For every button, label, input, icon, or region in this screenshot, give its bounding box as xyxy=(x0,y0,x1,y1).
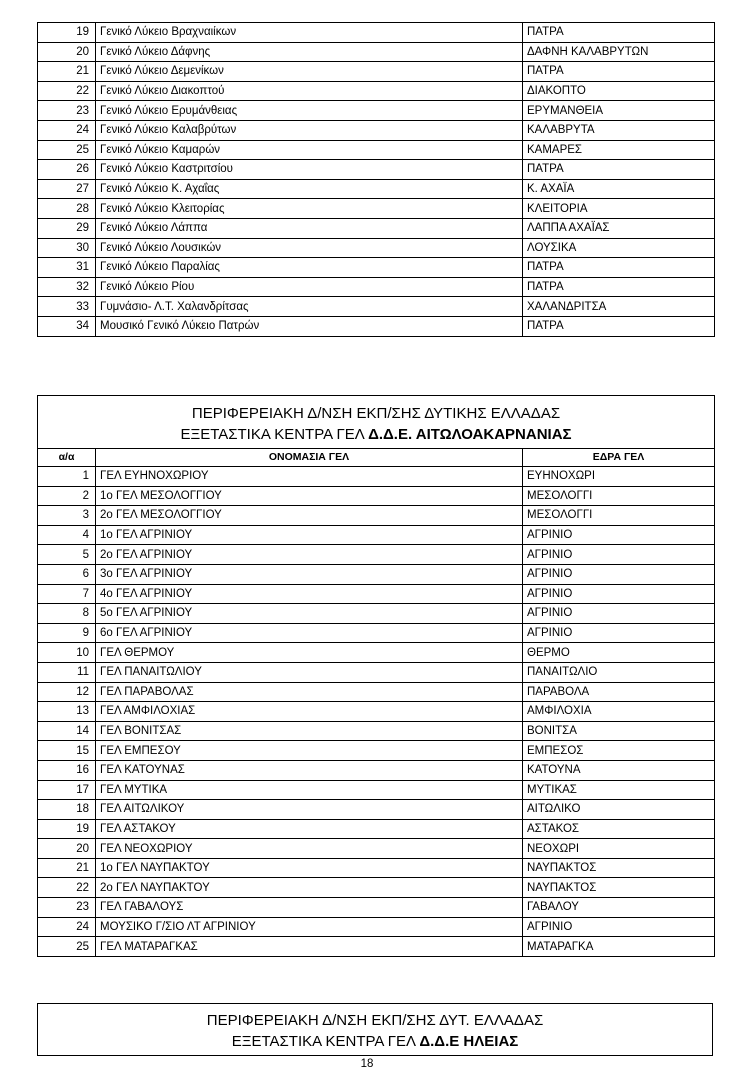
school-seat: ΑΓΡΙΝΙΟ xyxy=(523,604,715,624)
school-seat: ΘΕΡΜΟ xyxy=(523,643,715,663)
table-row xyxy=(38,839,715,859)
school-seat: Κ. ΑΧΑΪΑ xyxy=(523,179,715,199)
school-name: Γενικό Λύκειο Καστριτσίου xyxy=(96,160,523,180)
table-row xyxy=(38,316,715,336)
row-number: 20 xyxy=(38,42,96,62)
table-row xyxy=(38,898,715,918)
school-name: 5ο ΓΕΛ ΑΓΡΙΝΙΟΥ xyxy=(96,604,523,624)
table-row xyxy=(38,506,715,526)
section3-title-line1: ΠΕΡΙΦΕΡΕΙΑΚΗ Δ/ΝΣΗ ΕΚΠ/ΣΗΣ ΔΥΤ. ΕΛΛΑΔΑΣ xyxy=(206,1012,544,1029)
row-number: 21 xyxy=(38,62,96,82)
school-name: ΓΕΛ ΚΑΤΟΥΝΑΣ xyxy=(96,760,523,780)
school-name: Γενικό Λύκειο Κ. Αχαΐας xyxy=(96,179,523,199)
table-row xyxy=(38,917,715,937)
row-number: 5 xyxy=(38,545,96,565)
school-seat: ΑΓΡΙΝΙΟ xyxy=(523,917,715,937)
table2-title-line2-prefix: ΕΞΕΤΑΣΤΙΚΑ ΚΕΝΤΡΑ ΓΕΛ xyxy=(180,426,369,443)
school-seat: ΚΑΤΟΥΝΑ xyxy=(523,760,715,780)
school-name: ΓΕΛ ΜΑΤΑΡΑΓΚΑΣ xyxy=(96,937,523,957)
school-name: 6ο ΓΕΛ ΑΓΡΙΝΙΟΥ xyxy=(96,623,523,643)
table-row xyxy=(38,238,715,258)
school-seat: ΠΑΤΡΑ xyxy=(523,23,715,43)
achaia-schools-table-continued xyxy=(37,22,715,337)
table-row xyxy=(38,258,715,278)
school-name: ΓΕΛ ΑΜΦΙΛΟΧΙΑΣ xyxy=(96,702,523,722)
school-name: ΜΟΥΣΙΚΟ Γ/ΣΙΟ ΛΤ ΑΓΡΙΝΙΟΥ xyxy=(96,917,523,937)
aitoloakarnania-schools-table xyxy=(37,395,715,957)
row-number: 26 xyxy=(38,160,96,180)
table-row xyxy=(38,81,715,101)
row-number: 17 xyxy=(38,780,96,800)
school-name: Γυμνάσιο- Λ.Τ. Χαλανδρίτσας xyxy=(96,297,523,317)
school-name: ΓΕΛ ΑΙΤΩΛΙΚΟΥ xyxy=(96,800,523,820)
table-row xyxy=(38,564,715,584)
school-name: Γενικό Λύκειο Καλαβρύτων xyxy=(96,120,523,140)
table-row xyxy=(38,277,715,297)
table-row xyxy=(38,760,715,780)
school-name: 2ο ΓΕΛ ΑΓΡΙΝΙΟΥ xyxy=(96,545,523,565)
school-name: Γενικό Λύκειο Παραλίας xyxy=(96,258,523,278)
column-header-seat: ΕΔΡΑ ΓΕΛ xyxy=(523,449,715,467)
section3-title-line2-bold: Δ.Δ.Ε ΗΛΕΙΑΣ xyxy=(419,1033,519,1050)
row-number: 29 xyxy=(38,218,96,238)
row-number: 7 xyxy=(38,584,96,604)
table2-title xyxy=(38,396,715,449)
school-seat: ΧΑΛΑΝΔΡΙΤΣΑ xyxy=(523,297,715,317)
school-name: 3ο ΓΕΛ ΑΓΡΙΝΙΟΥ xyxy=(96,564,523,584)
table-row xyxy=(38,643,715,663)
table2-title-line1: ΠΕΡΙΦΕΡΕΙΑΚΗ Δ/ΝΣΗ ΕΚΠ/ΣΗΣ ΔΥΤΙΚΗΣ ΕΛΛΑΔΑΣ xyxy=(191,405,561,422)
school-name: Γενικό Λύκειο Λάππα xyxy=(96,218,523,238)
column-header-name: ΟΝΟΜΑΣΙΑ ΓΕΛ xyxy=(96,449,523,467)
table-row xyxy=(38,702,715,722)
school-seat: ΠΑΤΡΑ xyxy=(523,62,715,82)
table-row xyxy=(38,545,715,565)
school-name: Γενικό Λύκειο Καμαρών xyxy=(96,140,523,160)
school-name: ΓΕΛ ΕΥΗΝΟΧΩΡΙΟΥ xyxy=(96,467,523,487)
table-row xyxy=(38,741,715,761)
row-number: 32 xyxy=(38,277,96,297)
table-row xyxy=(38,179,715,199)
school-seat: ΕΥΗΝΟΧΩΡΙ xyxy=(523,467,715,487)
school-seat: ΛΟΥΣΙΚΑ xyxy=(523,238,715,258)
school-seat: ΜΑΤΑΡΑΓΚΑ xyxy=(523,937,715,957)
school-seat: ΠΑΤΡΑ xyxy=(523,277,715,297)
school-name: ΓΕΛ ΕΜΠΕΣΟΥ xyxy=(96,741,523,761)
school-name: ΓΕΛ ΝΕΟΧΩΡΙΟΥ xyxy=(96,839,523,859)
school-name: 1ο ΓΕΛ ΜΕΣΟΛΟΓΓΙΟΥ xyxy=(96,486,523,506)
row-number: 13 xyxy=(38,702,96,722)
row-number: 8 xyxy=(38,604,96,624)
row-number: 23 xyxy=(38,898,96,918)
row-number: 25 xyxy=(38,140,96,160)
school-name: Γενικό Λύκειο Διακοπτού xyxy=(96,81,523,101)
school-name: ΓΕΛ ΜΥΤΙΚΑ xyxy=(96,780,523,800)
table-row xyxy=(38,858,715,878)
school-seat: ΜΕΣΟΛΟΓΓΙ xyxy=(523,486,715,506)
school-name: Γενικό Λύκειο Βραχναιίκων xyxy=(96,23,523,43)
row-number: 21 xyxy=(38,858,96,878)
school-seat: ΓΑΒΑΛΟΥ xyxy=(523,898,715,918)
row-number: 25 xyxy=(38,937,96,957)
table-row xyxy=(38,140,715,160)
school-seat: ΠΑΤΡΑ xyxy=(523,160,715,180)
school-name: Μουσικό Γενικό Λύκειο Πατρών xyxy=(96,316,523,336)
table-row xyxy=(38,721,715,741)
row-number: 11 xyxy=(38,662,96,682)
column-header-num: α/α xyxy=(38,449,96,467)
row-number: 22 xyxy=(38,81,96,101)
school-seat: ΚΛΕΙΤΟΡΙΑ xyxy=(523,199,715,219)
table-row xyxy=(38,297,715,317)
school-seat: ΝΑΥΠΑΚΤΟΣ xyxy=(523,858,715,878)
school-seat: ΝΑΥΠΑΚΤΟΣ xyxy=(523,878,715,898)
row-number: 31 xyxy=(38,258,96,278)
school-seat: ΚΑΜΑΡΕΣ xyxy=(523,140,715,160)
table-row xyxy=(38,780,715,800)
row-number: 15 xyxy=(38,741,96,761)
school-name: ΓΕΛ ΠΑΝΑΙΤΩΛΙΟΥ xyxy=(96,662,523,682)
row-number: 27 xyxy=(38,179,96,199)
row-number: 12 xyxy=(38,682,96,702)
table-row xyxy=(38,467,715,487)
row-number: 33 xyxy=(38,297,96,317)
school-seat: ΑΙΤΩΛΙΚΟ xyxy=(523,800,715,820)
table2-title-line2-bold: Δ.Δ.Ε. ΑΙΤΩΛΟΑΚΑΡΝΑΝΙΑΣ xyxy=(368,426,572,443)
table2-body xyxy=(38,467,715,957)
school-seat: ΔΙΑΚΟΠΤΟ xyxy=(523,81,715,101)
school-name: 1ο ΓΕΛ ΝΑΥΠΑΚΤΟΥ xyxy=(96,858,523,878)
school-name: Γενικό Λύκειο Κλειτορίας xyxy=(96,199,523,219)
row-number: 2 xyxy=(38,486,96,506)
section3-title-line2-prefix: ΕΞΕΤΑΣΤΙΚΑ ΚΕΝΤΡΑ ΓΕΛ xyxy=(231,1033,420,1050)
school-seat: ΑΓΡΙΝΙΟ xyxy=(523,545,715,565)
section3-title-line2 xyxy=(38,1031,712,1052)
school-name: 2ο ΓΕΛ ΝΑΥΠΑΚΤΟΥ xyxy=(96,878,523,898)
school-seat: ΠΑΝΑΙΤΩΛΙΟ xyxy=(523,662,715,682)
table2-title-row xyxy=(38,396,715,449)
school-seat: ΕΜΠΕΣΟΣ xyxy=(523,741,715,761)
ilia-section-title xyxy=(37,1003,713,1056)
table-row xyxy=(38,101,715,121)
row-number: 9 xyxy=(38,623,96,643)
row-number: 18 xyxy=(38,800,96,820)
table-row xyxy=(38,23,715,43)
table-row xyxy=(38,604,715,624)
school-seat: ΑΜΦΙΛΟΧΙΑ xyxy=(523,702,715,722)
school-seat: ΝΕΟΧΩΡΙ xyxy=(523,839,715,859)
table-row xyxy=(38,878,715,898)
row-number: 4 xyxy=(38,525,96,545)
page-number: 18 xyxy=(360,1058,374,1070)
table-row xyxy=(38,819,715,839)
school-name: 2ο ΓΕΛ ΜΕΣΟΛΟΓΓΙΟΥ xyxy=(96,506,523,526)
row-number: 19 xyxy=(38,819,96,839)
table-row xyxy=(38,120,715,140)
school-seat: ΜΥΤΙΚΑΣ xyxy=(523,780,715,800)
school-seat: ΑΣΤΑΚΟΣ xyxy=(523,819,715,839)
row-number: 19 xyxy=(38,23,96,43)
table-row xyxy=(38,937,715,957)
row-number: 10 xyxy=(38,643,96,663)
school-name: ΓΕΛ ΠΑΡΑΒΟΛΑΣ xyxy=(96,682,523,702)
table2-header-row xyxy=(38,449,715,467)
row-number: 20 xyxy=(38,839,96,859)
school-seat: ΑΓΡΙΝΙΟ xyxy=(523,525,715,545)
table-row xyxy=(38,486,715,506)
school-seat: ΑΓΡΙΝΙΟ xyxy=(523,623,715,643)
row-number: 1 xyxy=(38,467,96,487)
row-number: 23 xyxy=(38,101,96,121)
table-row xyxy=(38,662,715,682)
school-name: ΓΕΛ ΒΟΝΙΤΣΑΣ xyxy=(96,721,523,741)
school-name: Γενικό Λύκειο Δεμενίκων xyxy=(96,62,523,82)
table-row xyxy=(38,800,715,820)
row-number: 22 xyxy=(38,878,96,898)
row-number: 14 xyxy=(38,721,96,741)
school-seat: ΠΑΤΡΑ xyxy=(523,316,715,336)
school-seat: ΕΡΥΜΑΝΘΕΙΑ xyxy=(523,101,715,121)
row-number: 3 xyxy=(38,506,96,526)
school-seat: ΔΑΦΝΗ ΚΑΛΑΒΡΥΤΩΝ xyxy=(523,42,715,62)
table-row xyxy=(38,584,715,604)
school-name: Γενικό Λύκειο Δάφνης xyxy=(96,42,523,62)
school-name: 1ο ΓΕΛ ΑΓΡΙΝΙΟΥ xyxy=(96,525,523,545)
school-name: ΓΕΛ ΘΕΡΜΟΥ xyxy=(96,643,523,663)
table-row xyxy=(38,525,715,545)
school-seat: ΛΑΠΠΑ ΑΧΑΪΑΣ xyxy=(523,218,715,238)
table-row xyxy=(38,682,715,702)
school-seat: ΠΑΤΡΑ xyxy=(523,258,715,278)
row-number: 16 xyxy=(38,760,96,780)
table-row xyxy=(38,623,715,643)
school-seat: ΜΕΣΟΛΟΓΓΙ xyxy=(523,506,715,526)
row-number: 24 xyxy=(38,917,96,937)
school-name: Γενικό Λύκειο Ερυμάνθειας xyxy=(96,101,523,121)
table1-body xyxy=(38,23,715,337)
school-seat: ΠΑΡΑΒΟΛΑ xyxy=(523,682,715,702)
row-number: 24 xyxy=(38,120,96,140)
school-name: ΓΕΛ ΑΣΤΑΚΟΥ xyxy=(96,819,523,839)
school-seat: ΑΓΡΙΝΙΟ xyxy=(523,564,715,584)
school-name: ΓΕΛ ΓΑΒΑΛΟΥΣ xyxy=(96,898,523,918)
table-row xyxy=(38,218,715,238)
school-seat: ΚΑΛΑΒΡΥΤΑ xyxy=(523,120,715,140)
table-row xyxy=(38,42,715,62)
row-number: 30 xyxy=(38,238,96,258)
school-name: Γενικό Λύκειο Ρίου xyxy=(96,277,523,297)
row-number: 28 xyxy=(38,199,96,219)
school-seat: ΒΟΝΙΤΣΑ xyxy=(523,721,715,741)
row-number: 34 xyxy=(38,316,96,336)
table-row xyxy=(38,160,715,180)
table2-title-line2 xyxy=(42,424,710,445)
table-row xyxy=(38,199,715,219)
school-name: 4ο ΓΕΛ ΑΓΡΙΝΙΟΥ xyxy=(96,584,523,604)
school-name: Γενικό Λύκειο Λουσικών xyxy=(96,238,523,258)
school-seat: ΑΓΡΙΝΙΟ xyxy=(523,584,715,604)
table-row xyxy=(38,62,715,82)
row-number: 6 xyxy=(38,564,96,584)
